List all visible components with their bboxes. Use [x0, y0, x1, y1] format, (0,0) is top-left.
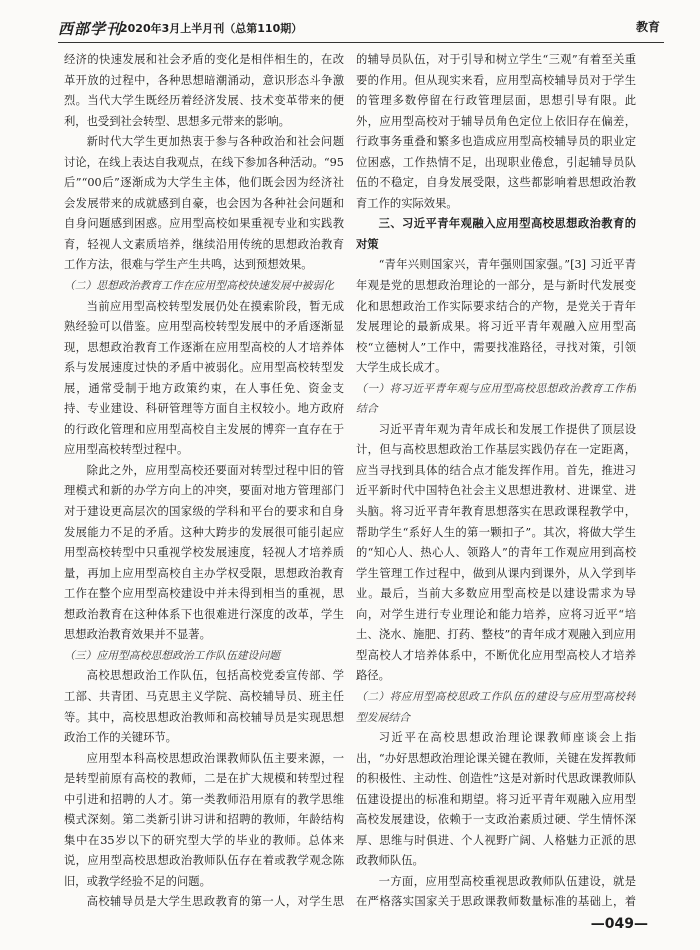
left-column [64, 50, 344, 908]
page-header [58, 16, 664, 43]
right-column [356, 50, 636, 908]
issue-info: 2020年3月上半月刊（总第110期） [120, 22, 303, 35]
section-heading: （三）应用型高校思想政治工作队伍建设问题 [64, 648, 280, 662]
paragraph: 除此之外，应用型高校还要面对转型过程中旧的管理模式和新的办学方向上的冲突，要面对地方管理部门对于建设更高层次的国家级的学科和平台的要求和自身发展能力不足的矛盾。这种大跨步的发展很可能引起应用型高校转型中只重视学校发展速度，轻视人才培养质量，再加上应用型高校自主办学权受限，思想政治教育工作在整个应用型高校建设中并未得到相当的重视，思想政治教育在这种体系下也很难进行深度的改革，学生思想政治教育效果并不显著。 [64, 463, 344, 642]
paragraph: 新时代大学生更加热衷于参与各种政治和社会问题讨论，在线上表达自我观点，在线下参加各种活动。“95后”“00后”逐渐成为大学生主体，他们既会因为经济社会发展带来的成就感到自豪，也会因为各种社会问题和自身问题感到困惑。应用型高校如果重视专业和实践教育，轻视人文素质培养，继续沿用传统的思想政治教育工作方法，很难与学生产生共鸣，达到预想效果。 [64, 135, 344, 272]
paragraph: “青年兴则国家兴，青年强则国家强。”[3] 习近平青年观是党的思想政治理论的一部分，是与新时代发展变化和思想政治工作实际要求结合的产物，是党关于青年发展理论的最新成果。将习近平青年观融入应用型高校“立德树人”工作中，需要找准路径，寻找对策，引领大学生成长成才。 [356, 258, 636, 375]
section-heading: 三、习近平青年观融入应用型高校思想政治教育的对策 [356, 217, 636, 251]
journal-logo: 西部学刊 [58, 20, 123, 38]
paragraph: 一方面，应用型高校重视思政教师队伍建设，就是在严格落实国家关于思政课教师数量标准的基础上，着 [356, 874, 636, 908]
section-heading: （一）将习近平青年观与应用型高校思想政治教育工作相结合 [356, 381, 636, 416]
paragraph: 高校思想政治工作队伍，包括高校党委宣传部、学工部、共青团、马克思主义学院、高校辅导员、班主任等。其中，高校思想政治教师和高校辅导员是实现思想政治工作的关键环节。 [64, 669, 344, 745]
paragraph: 经济的快速发展和社会矛盾的变化是相伴相生的，在改革开放的过程中，各种思想暗潮涌动，意识形态斗争激烈。当代大学生既经历着经济发展、技术变革带来的便利，也受到社会转型、思想多元带来的影响。 [64, 53, 344, 128]
section-heading: （二）思想政治教育工作在应用型高校快速发展中被弱化 [64, 279, 334, 293]
page-number: —049— [590, 916, 648, 932]
section-heading: （二）将应用型高校思政工作队伍的建设与应用型高校转型发展结合 [356, 689, 636, 724]
section-label: 教育 [635, 20, 660, 34]
paragraph: 习近平在高校思想政治理论课教师座谈会上指出，“办好思想政治理论课关键在教师，关键在发挥教师的积极性、主动性、创造性”这是对新时代思政课教师队伍建设提出的标准和期望。将习近平青年观融入应用型高校发展建设，依赖于一支政治素质过硬、学生情怀深厚、思维与时俱进、个人视野广阔、人格魅力正派的思政教师队伍。 [356, 731, 636, 868]
paragraph: 当前应用型高校转型发展仍处在摸索阶段，暂无成熟经验可以借鉴。应用型高校转型发展中的矛盾逐渐显现，思想政治教育工作逐渐在应用型高校的人才培养体系与发展速度过快的矛盾中被弱化。应用型高校转型发展，通常受制于地方政策约束，在人事任免、资金支持、专业建设、科研管理等方面自主权较小。地方政府的行政化管理和应用型高校自主发展的博弈一直存在于应用型高校转型过程中。 [64, 299, 344, 457]
paragraph: 应用型本科高校思想政治课教师队伍主要来源，一是转型前原有高校的教师，二是在扩大规模和转型过程中引进和招聘的人才。第一类教师沿用原有的教学思维模式深刻。第二类新引讲习讲和招聘的教师，年龄结构集中在35岁以下的研究型大学的毕业的教师。总体来说，应用型高校思想政治教师队伍存在着或教学观念陈旧，或教学经验不足的问题。 [64, 751, 344, 888]
paragraph: 的辅导员队伍，对于引导和树立学生“三观”有着至关重要的作用。但从现实来看，应用型高校辅导员对于学生的管理多数停留在行政管理层面，思想引导有限。此外，应用型高校对于辅导员角色定位上依旧存在偏差，行政事务重叠和繁多也造成应用型高校辅导员的职业定位困惑，工作热情不足，出现职业倦怠，引起辅导员队伍的不稳定，自身发展受限，这些都影响着思想政治教育工作的实际效果。 [356, 53, 636, 210]
paragraph: 高校辅导员是大学生思政教育的第一人，对学生思 [86, 895, 344, 908]
paragraph: 习近平青年观为青年成长和发展工作提供了顶层设计，但与高校思想政治工作基层实践仍存在一定距离，应当寻找到具体的结合点才能发挥作用。首先，推进习近平新时代中国特色社会主义思想进教材、进课堂、进头脑。将习近平青年教育思想落实在思政课程教学中，帮助学生“系好人生的第一颗扣子”。其次，将做大学生的“知心人、热心人、领路人”的青年工作观应用到高校学生管理工作过程中，做到从课内到课外，从入学到毕业。最后，当前大多数应用型高校是以建设需求为导向，对学生进行专业理论和能力培养，应将习近平“培土、浇水、施肥、打药、整枝”的青年成才观融入到应用型高校人才培养体系中，不断优化应用型高校人才培养路径。 [356, 422, 636, 683]
